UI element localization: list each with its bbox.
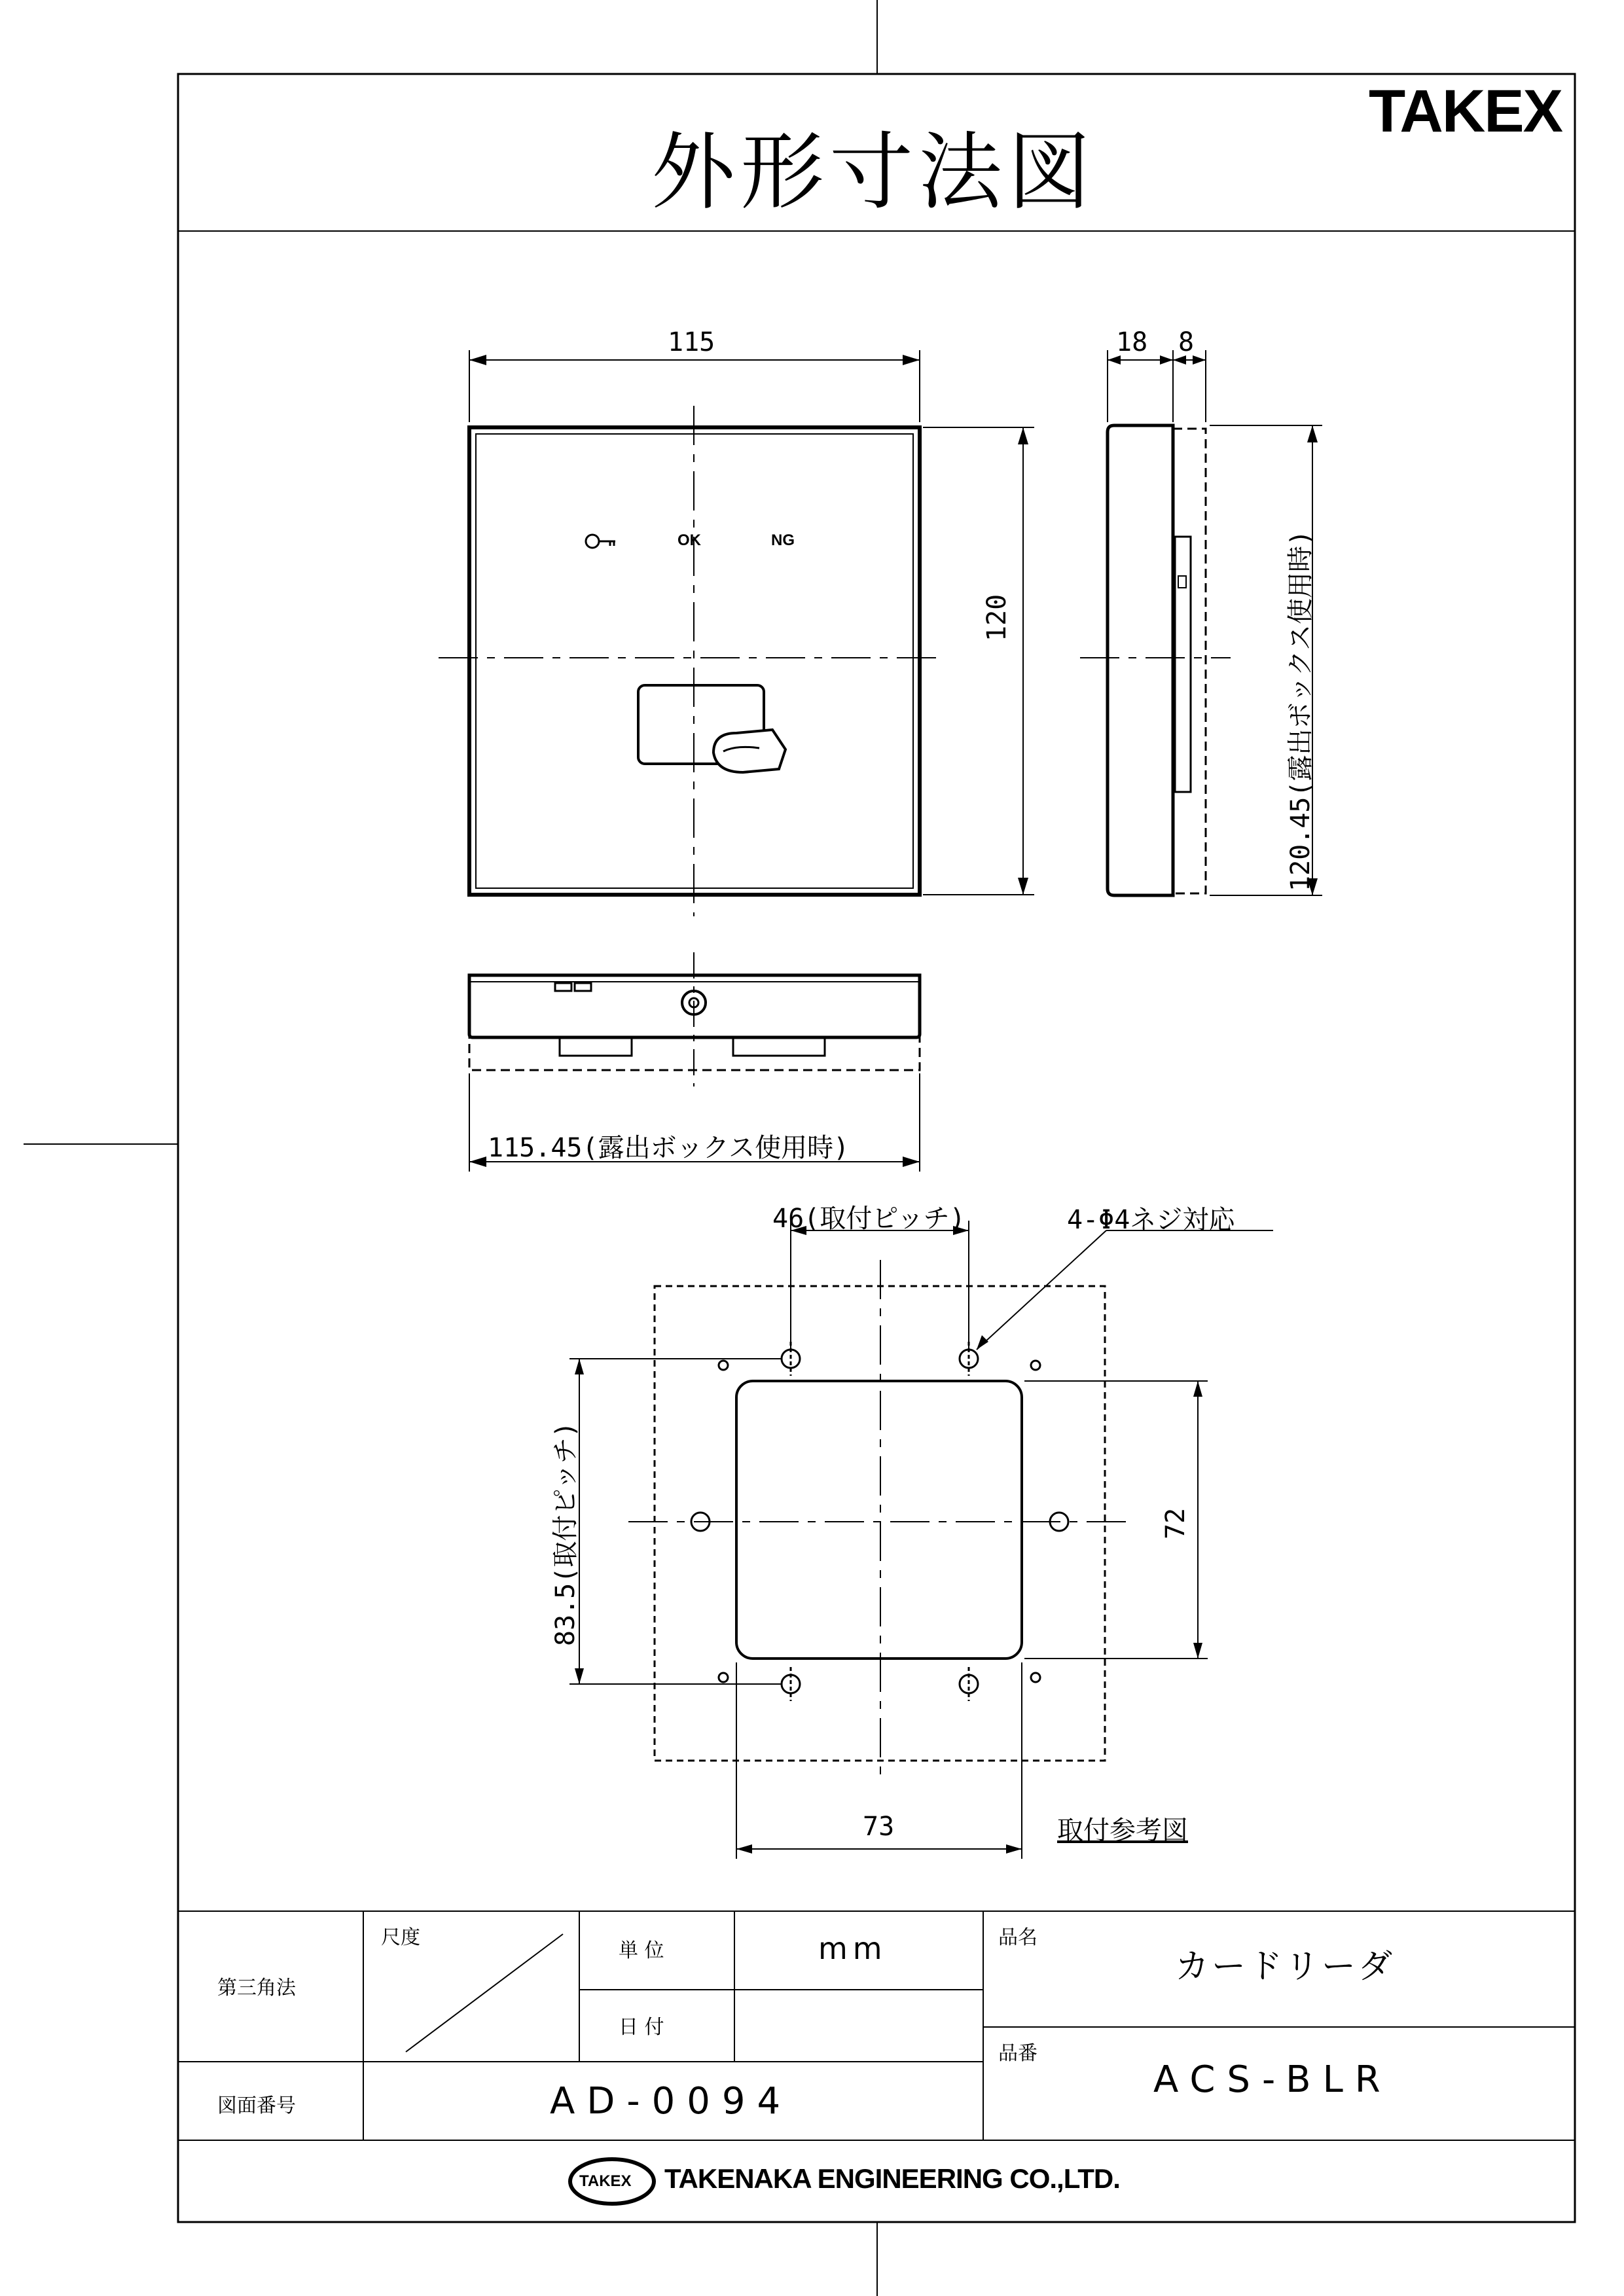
dim-side-depth-a: 18	[1116, 327, 1148, 357]
company-logo-text: TAKEX	[579, 2172, 632, 2190]
mounting-cutout	[736, 1381, 1022, 1659]
drawing-number-label: 図面番号	[217, 2094, 296, 2117]
dim-side-height: 120.45(露出ボックス使用時)	[1286, 529, 1316, 891]
side-view-bracket	[1175, 537, 1191, 792]
front-view	[439, 350, 1034, 916]
page-title: 外形寸法図	[651, 124, 1096, 221]
drawing-number: AD-0094	[550, 2080, 793, 2123]
indicator-ng-label: NG	[771, 531, 795, 549]
dim-front-width: 115	[668, 327, 715, 357]
dim-front-height: 120	[982, 594, 1012, 641]
dim-inner-width: 73	[863, 1812, 895, 1842]
mounting-caption: 取付参考図	[1057, 1816, 1188, 1846]
product-name: カードリーダ	[1175, 1947, 1396, 1986]
screw-spec-note: 4-Φ4ネジ対応	[1067, 1205, 1235, 1235]
scale-label: 尺度	[381, 1926, 420, 1949]
dim-pitch-vertical: 83.5(取付ピッチ)	[550, 1422, 581, 1646]
bottom-bracket-left	[560, 1037, 632, 1056]
company-name: TAKENAKA ENGINEERING CO.,LTD.	[664, 2163, 1120, 2194]
key-icon	[586, 535, 615, 548]
bottom-bracket-right	[733, 1037, 825, 1056]
product-number: ACS-BLR	[1153, 2058, 1392, 2101]
product-number-label: 品番	[998, 2042, 1038, 2065]
dim-inner-height: 72	[1161, 1507, 1191, 1539]
indicator-ok-label: OK	[677, 531, 701, 549]
side-view-body	[1108, 425, 1173, 895]
date-label: 日 付	[619, 2016, 664, 2039]
dim-bottom-width: 115.45(露出ボックス使用時)	[488, 1133, 850, 1163]
side-view-exposed-box	[1173, 429, 1206, 893]
projection-label: 第三角法	[217, 1977, 296, 2000]
sheet-frame	[178, 74, 1575, 2222]
mounting-view	[569, 1221, 1273, 1859]
brand-logo: TAKEX	[1369, 78, 1562, 145]
screw-leader-line	[977, 1230, 1106, 1350]
unit-label: 単 位	[619, 1939, 664, 1962]
unit-value: mm	[818, 1931, 888, 1966]
dim-side-depth-b: 8	[1178, 327, 1195, 357]
scale-slash	[406, 1934, 563, 2052]
product-name-label: 品名	[998, 1926, 1038, 1949]
dim-pitch-horizontal: 46(取付ピッチ)	[772, 1204, 965, 1234]
